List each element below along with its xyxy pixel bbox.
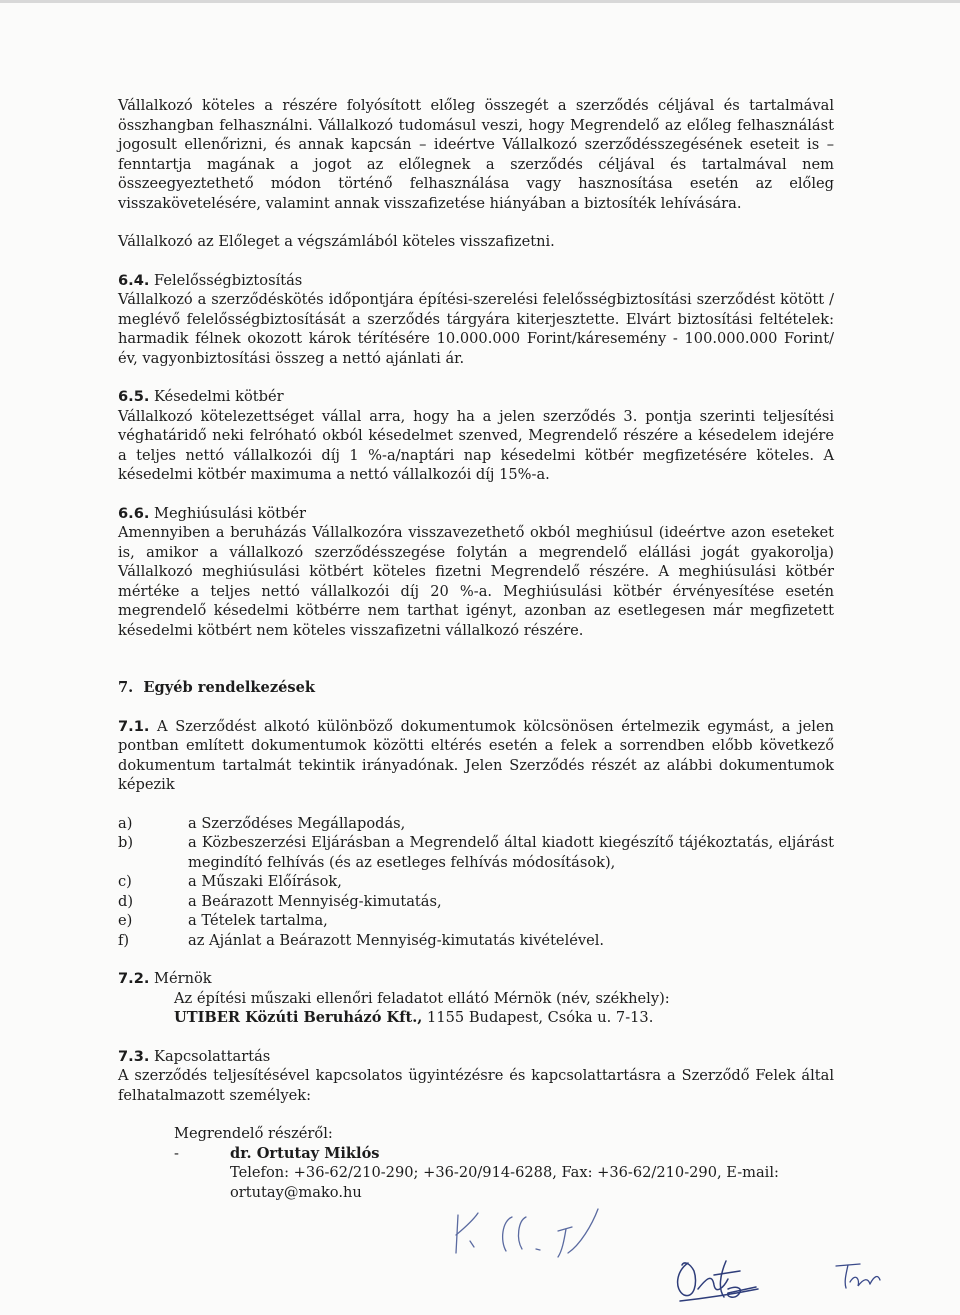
list-text: az Ajánlat a Beárazott Mennyiség-kimutatás kivételével. bbox=[188, 931, 605, 949]
section-7-3-number: 7.3. bbox=[118, 1047, 150, 1065]
handwritten-signature bbox=[668, 1245, 763, 1305]
section-7-title: Egyéb rendelkezések bbox=[143, 679, 315, 696]
section-6-6-title: Meghiúsulási kötbér bbox=[154, 504, 306, 522]
section-6-5-heading bbox=[118, 387, 834, 407]
advance-paragraph: Vállalkozó köteles a részére folyósított előleg összegét a szerződés céljával és tartalmával összhangban felhasználni. Vállalkozó tudomásul veszi, hogy Megrendelő az előleg felhasználást jogosult ellenőrizni, és annak kapcsán – ideértve Vállalkozó szerződésszegésének eseteit is – fenntartja magának a jogot az előlegnek a szerződés céljával és tartalmával nem összeegyeztethető módon történő felhasználása vagy hasznosítása esetén az előleg visszakövetelésére, valamint annak visszafizetése hiányában a biztosíték lehívására. bbox=[118, 97, 834, 212]
contact-dash: - bbox=[174, 1144, 179, 1162]
contact-details: Telefon: +36-62/210-290; +36-20/914-6288, Fax: +36-62/210-290, E-mail: ortutay@mako.hu bbox=[230, 1164, 779, 1201]
section-6-5-title: Késedelmi kötbér bbox=[154, 388, 284, 405]
list-item bbox=[118, 892, 834, 912]
section-6-4-heading bbox=[118, 271, 834, 291]
section-7-2-heading bbox=[118, 969, 834, 989]
section-7-2-title: Mérnök bbox=[154, 970, 212, 987]
document-page bbox=[118, 96, 834, 1202]
section-6-6-heading bbox=[118, 504, 834, 524]
section-7-3-body: A szerződés teljesítésével kapcsolatos ügyintézésre és kapcsolattartásra a Szerződő Felek által felhatalmazott személyek: bbox=[118, 1067, 834, 1104]
engineer-address: 1155 Budapest, Csóka u. 7-13. bbox=[427, 1009, 654, 1026]
section-6-6-number: 6.6. bbox=[118, 504, 150, 522]
section-7-3-title: Kapcsolattartás bbox=[154, 1047, 271, 1065]
contact-block bbox=[118, 1144, 834, 1203]
section-6-5-body: Vállalkozó kötelezettséget vállal arra, hogy ha a jelen szerződés 3. pontja szerinti teljesítési véghatáridő neki felróható okból késedelmet szenved, Megrendelő részére a késedelem idejére a teljes nettó vállalkozói díj 1 %-a/naptári nap késedelmi kötbér megfizetésére köteles. A késedelmi kötbér maximuma a nettó vállalkozói díj 15%-a. bbox=[118, 407, 834, 483]
handwritten-initials-signature bbox=[440, 1195, 630, 1265]
client-party-label: Megrendelő részéről: bbox=[174, 1125, 333, 1142]
list-text: a Szerződéses Megállapodás, bbox=[188, 814, 406, 832]
list-marker: b) bbox=[118, 834, 134, 851]
list-item bbox=[118, 872, 834, 892]
section-7-1-body bbox=[118, 717, 834, 795]
section-7-1-number: 7.1. bbox=[118, 717, 150, 735]
engineer-description: Az építési műszaki ellenőri feladatot ellátó Mérnök (név, székhely): bbox=[174, 989, 670, 1007]
section-7-number: 7. bbox=[118, 679, 134, 696]
list-marker: d) bbox=[118, 892, 134, 910]
section-7-heading bbox=[118, 678, 834, 698]
list-text: a Műszaki Előírások, bbox=[188, 873, 342, 890]
section-6-4-body: Vállalkozó a szerződéskötés időpontjára építési-szerelési felelősségbiztosítási szerződést kötött / meglévő felelősségbiztosítását a szerződés tárgyára kiterjesztette. Elvárt biztosítási feltételek: harmadik félnek okozott károk térítésére 10.000.000 Forint/káresemény - 100.000.000 Forint/év, vagyonbiztosítási összeg a nettó ajánlati ár. bbox=[118, 291, 834, 367]
section-7-3-heading bbox=[118, 1047, 834, 1067]
engineer-company: UTIBER Közúti Beruházó Kft., bbox=[174, 1009, 423, 1026]
section-7-2-number: 7.2. bbox=[118, 970, 150, 987]
section-6-4-title: Felelősségbiztosítás bbox=[154, 271, 303, 289]
list-marker: f) bbox=[118, 931, 130, 949]
handwritten-paraph bbox=[830, 1258, 890, 1293]
list-item bbox=[118, 931, 834, 951]
list-text: a Beárazott Mennyiség-kimutatás, bbox=[188, 892, 442, 910]
section-6-6-body: Amennyiben a beruházás Vállalkozóra visszavezethető okból meghiúsul (ideértve azon eseteket is, amikor a vállalkozó szerződésszegése folytán a megrendelő elállási jogát gyakorolja) Vállalkozó meghiúsulási kötbért köteles fizetni Megrendelő részére. A meghiúsulási kötbér mértéke a teljes nettó vállalkozói díj 20 %-a. Meghiúsulási kötbér érvényesítése esetén megrendelő késedelmi kötbérre nem tarthat igényt, azonban az esetlegesen már megfizetett késedelmi kötbért nem köteles visszafizetni vállalkozó részére. bbox=[118, 524, 834, 639]
contact-name: dr. Ortutay Miklós bbox=[230, 1144, 380, 1162]
scan-top-edge bbox=[0, 0, 960, 8]
advance-repayment-paragraph: Vállalkozó az Előleget a végszámlából köteles visszafizetni. bbox=[118, 233, 555, 250]
list-marker: c) bbox=[118, 873, 132, 890]
list-text: a Közbeszerzési Eljárásban a Megrendelő által kiadott kiegészítő tájékoztatás, eljárást megindító felhívás (és az esetleges felhívás módosítások), bbox=[188, 834, 834, 871]
list-marker: e) bbox=[118, 912, 133, 929]
section-7-1-text: A Szerződést alkotó különböző dokumentumok kölcsönösen értelmezik egymást, a jelen pontban említett dokumentumok közötti eltérés esetén a felek a sorrendben előbb következő dokumentum tartalmát tekintik irányadónak. Jelen Szerződés részét az alábbi dokumentumok képezik bbox=[118, 717, 834, 793]
list-text: a Tételek tartalma, bbox=[188, 912, 328, 929]
list-item bbox=[118, 833, 834, 872]
list-marker: a) bbox=[118, 814, 133, 832]
engineer-company-line bbox=[118, 1008, 834, 1028]
document-list bbox=[118, 814, 834, 951]
list-item bbox=[118, 814, 834, 834]
list-item bbox=[118, 911, 834, 931]
section-6-4-number: 6.4. bbox=[118, 271, 150, 289]
section-6-5-number: 6.5. bbox=[118, 388, 150, 405]
